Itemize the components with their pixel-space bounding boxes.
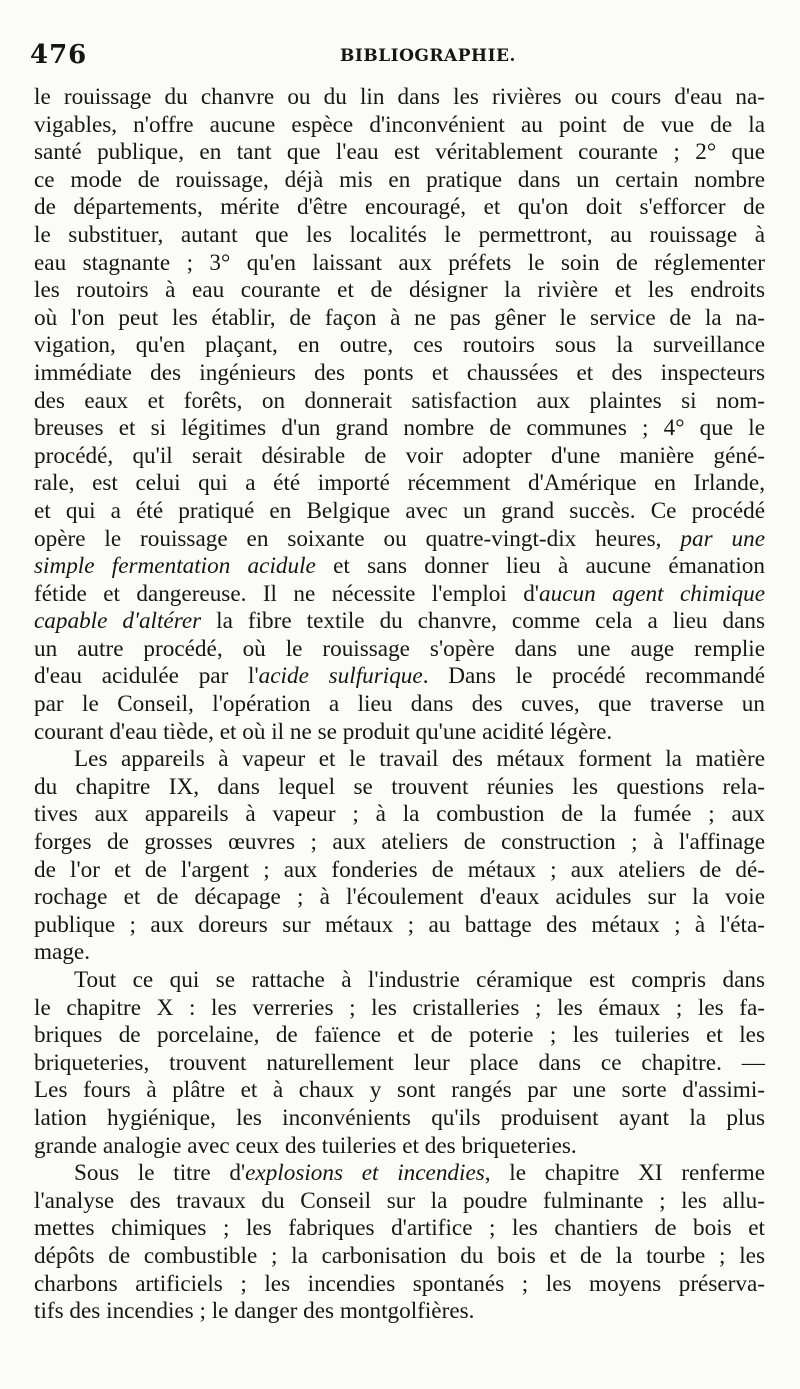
text-segment: courant d'eau tiède, et où il ne se produit qu'une acidité légère.	[34, 718, 613, 745]
text-line	[34, 581, 765, 609]
text-line	[34, 636, 765, 664]
text-segment: les routoirs à eau courante et de désigner la rivière et les endroits	[34, 277, 765, 304]
text-segment: eau stagnante ; 3° qu'en laissant aux préfets le soin de réglementer	[34, 249, 765, 276]
text-segment: mettes chimiques ; les fabriques d'artifice ; les chantiers de bois et	[34, 1215, 765, 1242]
text-segment: Les appareils à vapeur et le travail des métaux forment la matière	[74, 746, 765, 773]
text-segment: . Dans le procédé recommandé	[422, 663, 765, 690]
text-line	[34, 939, 765, 967]
text-line	[34, 1077, 765, 1105]
text-line	[34, 388, 765, 416]
text-line	[34, 1188, 765, 1216]
text-segment: Les fours à plâtre et à chaux y sont rangés par une sorte d'assimi-	[34, 1077, 765, 1104]
text-segment: breuses et si légitimes d'un grand nombre de communes ; 4° que le	[34, 415, 765, 442]
text-line	[34, 526, 765, 554]
text-segment: du chapitre IX, dans lequel se trouvent réunies les questions rela-	[34, 773, 765, 800]
text-segment: , le chapitre XI renferme	[484, 1160, 765, 1187]
text-line	[34, 250, 765, 278]
text-line	[34, 222, 765, 250]
text-line	[34, 719, 765, 747]
text-segment: immédiate des ingénieurs des ponts et chaussées et des inspecteurs	[34, 359, 765, 386]
text-line	[34, 194, 765, 222]
text-line	[34, 1050, 765, 1078]
text-line	[34, 415, 765, 443]
text-segment: le chapitre X : les verreries ; les cristalleries ; les émaux ; les fa-	[34, 994, 765, 1021]
text-line	[34, 884, 765, 912]
text-segment: publique ; aux doreurs sur métaux ; au battage des métaux ; à l'éta-	[34, 911, 765, 938]
text-segment: tifs des incendies ; le danger des montgolfières.	[34, 1298, 475, 1325]
text-line	[34, 1271, 765, 1299]
text-segment: un autre procédé, où le rouissage s'opère dans une auge remplie	[34, 635, 765, 662]
text-line	[34, 139, 765, 167]
text-segment: d'eau acidulée par l'	[34, 663, 259, 690]
text-line	[34, 498, 765, 526]
text-segment: rochage et de décapage ; à l'écoulement d'eaux acidules sur la voie	[34, 884, 765, 911]
text-segment: le substituer, autant que les localités le permettront, au rouissage à	[34, 221, 765, 248]
body-text	[34, 84, 765, 1326]
text-segment: forges de grosses œuvres ; aux ateliers de construction ; à l'affinage	[34, 829, 765, 856]
italic-text: par une	[680, 525, 765, 552]
text-segment: où l'on peut les établir, de façon à ne pas gêner le service de la na-	[34, 304, 765, 331]
text-segment: des eaux et forêts, on donnerait satisfaction aux plaintes si nom-	[34, 387, 765, 414]
text-line	[34, 967, 765, 995]
text-segment: vigables, n'offre aucune espèce d'inconvénient au point de vue de la	[34, 111, 765, 138]
text-segment: de l'or et de l'argent ; aux fonderies de métaux ; aux ateliers de dé-	[34, 856, 765, 883]
text-line	[34, 84, 765, 112]
text-line	[34, 1298, 765, 1326]
running-title: BIBLIOGRAPHIE.	[340, 46, 516, 66]
text-segment: vigation, qu'en plaçant, en outre, ces routoirs sous la surveillance	[34, 332, 765, 359]
text-segment: et sans donner lieu à aucune émanation	[315, 553, 765, 580]
text-line	[34, 912, 765, 940]
text-line	[34, 112, 765, 140]
text-segment: par le Conseil, l'opération a lieu dans des cuves, que traverse un	[34, 691, 765, 718]
italic-text: acide sulfurique	[258, 663, 423, 690]
text-segment: charbons artificiels ; les incendies spontanés ; les moyens préserva-	[34, 1270, 765, 1297]
text-line	[34, 857, 765, 885]
text-segment: rale, est celui qui a été importé récemment d'Amérique en Irlande,	[34, 470, 765, 497]
text-segment: briqueteries, trouvent naturellement leur place dans ce chapitre. —	[34, 1049, 765, 1076]
text-line	[34, 1160, 765, 1188]
text-line	[34, 277, 765, 305]
text-segment: grande analogie avec ceux des tuileries et des briqueteries.	[34, 1132, 577, 1159]
text-line	[34, 360, 765, 388]
text-line	[34, 332, 765, 360]
text-segment: procédé, qu'il serait désirable de voir adopter d'une manière géné-	[34, 442, 765, 469]
text-line	[34, 1243, 765, 1271]
italic-text: explosions et incendies	[245, 1160, 485, 1187]
text-line	[34, 746, 765, 774]
italic-text: simple fermentation acidule	[34, 553, 316, 580]
text-line	[34, 1022, 765, 1050]
text-line	[34, 1105, 765, 1133]
text-line	[34, 829, 765, 857]
text-segment: tives aux appareils à vapeur ; à la combustion de la fumée ; aux	[34, 801, 765, 828]
text-segment: lation hygiénique, les inconvénients qu'ils produisent ayant la plus	[34, 1104, 765, 1131]
text-segment: Tout ce qui se rattache à l'industrie céramique est compris dans	[74, 967, 765, 993]
text-line	[34, 167, 765, 195]
italic-text: aucun agent chimique	[539, 580, 765, 607]
text-line	[34, 470, 765, 498]
text-line	[34, 305, 765, 333]
text-line	[34, 1133, 765, 1161]
text-line	[34, 663, 765, 691]
text-segment: le rouissage du chanvre ou du lin dans les rivières ou cours d'eau na-	[34, 84, 765, 110]
text-line	[34, 608, 765, 636]
text-line	[34, 995, 765, 1023]
text-segment: briques de porcelaine, de faïence et de poterie ; les tuileries et les	[34, 1022, 765, 1049]
page-header	[30, 40, 760, 74]
text-segment: fétide et dangereuse. Il ne nécessite l'emploi d'	[34, 580, 539, 607]
italic-text: capable d'altérer	[34, 608, 202, 635]
text-line	[34, 774, 765, 802]
text-line	[34, 801, 765, 829]
text-segment: mage.	[34, 939, 91, 966]
text-line	[34, 691, 765, 719]
text-segment: Sous le titre d'	[74, 1160, 246, 1187]
text-segment: la fibre textile du chanvre, comme cela a lieu dans	[201, 608, 765, 635]
text-line	[34, 553, 765, 581]
page-number: 476	[30, 40, 88, 70]
text-line	[34, 443, 765, 471]
text-segment: ce mode de rouissage, déjà mis en pratique dans un certain nombre	[34, 166, 765, 193]
text-segment: de départements, mérite d'être encouragé, et qu'on doit s'efforcer de	[34, 194, 765, 221]
text-segment: opère le rouissage en soixante ou quatre-vingt-dix heures,	[34, 525, 681, 552]
text-segment: l'analyse des travaux du Conseil sur la poudre fulminante ; les allu-	[34, 1187, 765, 1214]
text-segment: et qui a été pratiqué en Belgique avec un grand succès. Ce procédé	[34, 497, 765, 524]
text-segment: dépôts de combustible ; la carbonisation du bois et de la tourbe ; les	[34, 1242, 765, 1269]
text-line	[34, 1215, 765, 1243]
text-segment: santé publique, en tant que l'eau est véritablement courante ; 2° que	[34, 139, 765, 166]
